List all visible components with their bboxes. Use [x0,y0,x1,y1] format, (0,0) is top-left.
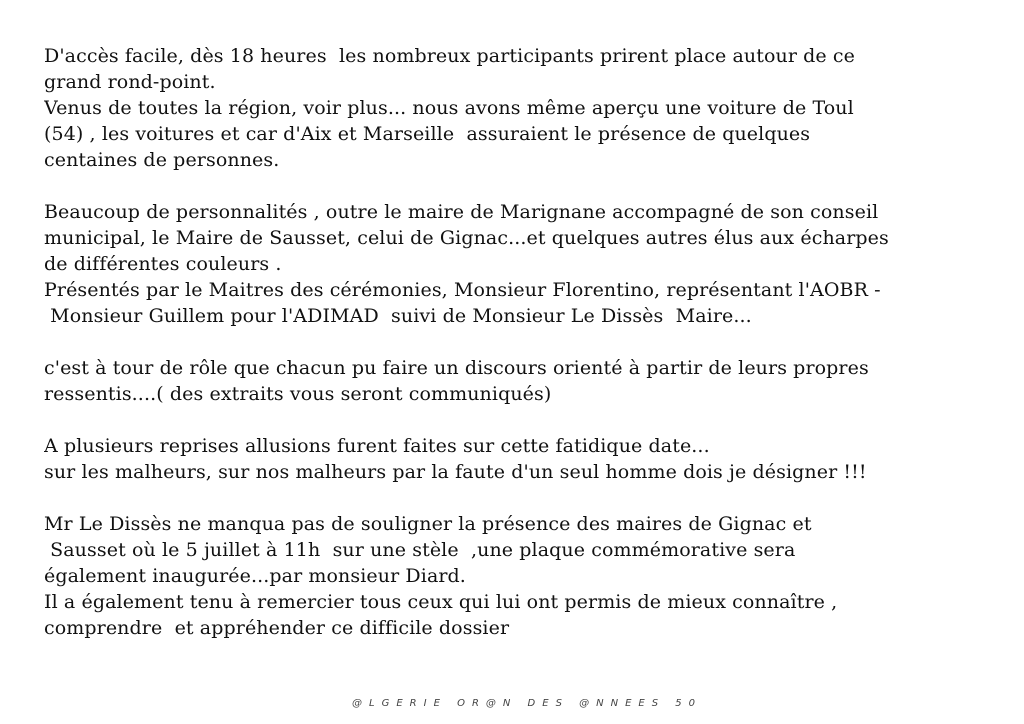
paragraph-allusions [44,433,1004,485]
text-line: A plusieurs reprises allusions furent faites sur cette fatidique date... [44,435,710,457]
text-line: centaines de personnes. [44,149,280,171]
text-line: Beaucoup de personnalités , outre le maire de Marignane accompagné de son conseil [44,201,879,223]
text-line: ressentis....( des extraits vous seront communiqués) [44,383,552,405]
paragraph-gap [44,407,1004,433]
paragraph-personalities [44,199,1004,329]
text-line: (54) , les voitures et car d'Aix et Marseille assuraient le présence de quelques [44,123,811,145]
text-line: municipal, le Maire de Sausset, celui de Gignac...et quelques autres élus aux écharpes [44,227,889,249]
text-line: Il a également tenu à remercier tous ceux qui lui ont permis de mieux connaître , [44,591,838,613]
paragraph-arrival [44,43,1004,173]
text-line: c'est à tour de rôle que chacun pu faire un discours orienté à partir de leurs propres [44,357,869,379]
text-line: Mr Le Dissès ne manqua pas de souligner la présence des maires de Gignac et [44,513,812,535]
text-line: D'accès facile, dès 18 heures les nombreux participants prirent place autour de ce [44,45,855,67]
text-line: Présentés par le Maitres des cérémonies, Monsieur Florentino, représentant l'AOBR - [44,279,881,301]
text-line: Sausset où le 5 juillet à 11h sur une stèle ,une plaque commémorative sera [44,539,796,561]
text-line: de différentes couleurs . [44,253,282,275]
page-footer: @LGERIE OR@N DES @NNEES 50 [352,698,702,709]
text-line: grand rond-point. [44,71,216,93]
text-line: sur les malheurs, sur nos malheurs par la faute d'un seul homme dois je désigner !!! [44,461,867,483]
text-line: Monsieur Guillem pour l'ADIMAD suivi de Monsieur Le Dissès Maire... [44,305,752,327]
text-line: comprendre et appréhender ce difficile dossier [44,617,510,639]
text-line: Venus de toutes la région, voir plus... nous avons même aperçu une voiture de Toul [44,97,854,119]
paragraph-gap [44,329,1004,355]
text-line: également inaugurée...par monsieur Diard. [44,565,466,587]
paragraph-plaque [44,511,1004,641]
paragraph-gap [44,173,1004,199]
body-text [44,43,1004,641]
paragraph-speeches [44,355,1004,407]
paragraph-gap [44,485,1004,511]
